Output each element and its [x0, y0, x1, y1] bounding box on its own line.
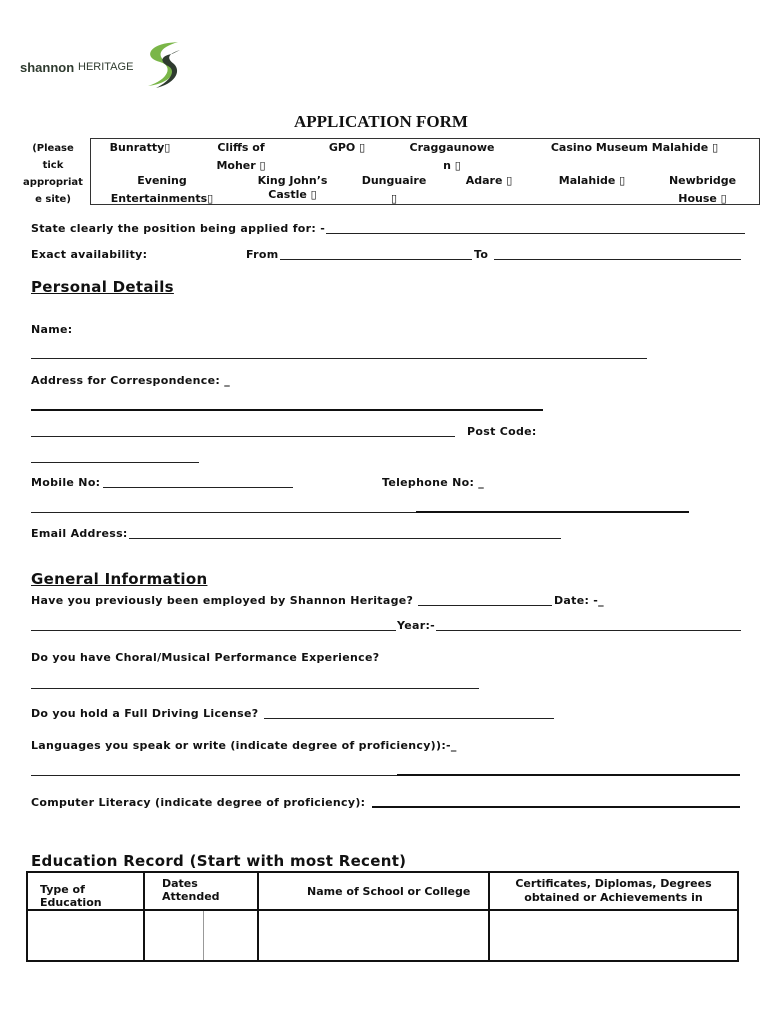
year-label: Year:-	[397, 619, 436, 632]
column-header-text: Type of Education	[40, 883, 102, 909]
education-table	[26, 871, 739, 962]
education-header-row	[27, 872, 738, 910]
driving-question: Do you hold a Full Driving License?	[31, 707, 259, 720]
site-hint-line: appropriat	[23, 177, 83, 188]
address-label: Address for Correspondence: _	[31, 374, 230, 387]
telephone-input-line-1[interactable]	[31, 512, 416, 513]
languages-question: Languages you speak or write (indicate degree of proficiency)):-_	[31, 739, 457, 752]
logo-brand-rest: HERITAGE	[78, 61, 134, 73]
logo-brand-bold: shannon	[20, 60, 75, 75]
site-option-adare[interactable]	[458, 172, 520, 190]
position-input-line[interactable]	[326, 233, 745, 234]
site-label: Moher ▯	[216, 159, 266, 172]
languages-input-line-2[interactable]	[397, 774, 740, 776]
site-label: Dunguaire	[361, 174, 427, 187]
column-header-text: Dates Attended	[162, 877, 220, 903]
logo-swoosh-icon	[138, 40, 183, 90]
year-input-line[interactable]	[436, 630, 741, 631]
address-input-line-1[interactable]	[31, 409, 543, 411]
email-label: Email Address:	[31, 527, 128, 540]
driving-input-line[interactable]	[264, 718, 554, 719]
education-record-heading: Education Record (Start with most Recent)	[31, 852, 407, 870]
dates-attended-cell[interactable]	[144, 910, 258, 961]
site-option-malahide[interactable]	[552, 172, 632, 190]
availability-from-line[interactable]	[280, 259, 472, 260]
mobile-label: Mobile No:	[31, 476, 101, 489]
site-option-gpo[interactable]	[322, 139, 372, 157]
name-input-line[interactable]	[31, 358, 647, 359]
certificates-cell[interactable]	[489, 910, 738, 961]
site-hint-line: (Please	[32, 143, 74, 154]
choral-question: Do you have Choral/Musical Performance Experience?	[31, 651, 380, 664]
shannon-heritage-logo	[20, 40, 190, 90]
site-option-cliffs-of-moher[interactable]	[208, 139, 274, 175]
postcode-label: Post Code:	[467, 425, 537, 438]
column-header-school	[258, 872, 489, 910]
site-option-craggaunowen[interactable]	[402, 139, 502, 175]
column-header-type-of-education	[27, 872, 144, 910]
column-header-certificates	[489, 872, 738, 910]
site-option-bunratty[interactable]	[104, 139, 176, 157]
general-information-heading: General Information	[31, 570, 208, 588]
languages-input-line-1[interactable]	[31, 775, 397, 776]
site-label: Bunratty▯	[109, 141, 171, 154]
site-hint	[18, 140, 88, 208]
site-hint-line: e site)	[35, 194, 71, 205]
telephone-input-line-2[interactable]	[416, 511, 689, 513]
site-option-casino-museum-malahide[interactable]	[542, 139, 727, 157]
availability-to-line[interactable]	[494, 259, 741, 260]
site-label: Casino Museum Malahide ▯	[550, 141, 719, 154]
site-label: GPO ▯	[328, 141, 366, 154]
employed-question: Have you previously been employed by Shannon Heritage?	[31, 594, 414, 607]
column-header-text: Certificates, Diplomas, Degrees obtained or Achievements in	[515, 877, 712, 904]
site-label: Newbridge	[668, 174, 737, 187]
site-label: n ▯	[443, 159, 461, 172]
address-input-line-2[interactable]	[31, 436, 455, 437]
choral-input-line[interactable]	[31, 688, 479, 689]
site-label: King John’s	[257, 174, 328, 187]
date-label: Date: -_	[554, 594, 604, 607]
site-label: Evening	[137, 174, 187, 187]
column-header-dates-attended	[144, 872, 258, 910]
type-of-education-cell[interactable]	[27, 910, 144, 961]
column-header-text: Name of School or College	[307, 884, 471, 898]
telephone-label: Telephone No: _	[382, 476, 485, 489]
school-name-cell[interactable]	[258, 910, 489, 961]
site-label: Craggaunowe	[409, 141, 495, 154]
mobile-input-line[interactable]	[103, 487, 293, 488]
availability-to-label: To	[474, 248, 489, 261]
site-label: ▯	[390, 192, 398, 205]
personal-details-heading: Personal Details	[31, 278, 174, 296]
email-input-line[interactable]	[129, 538, 561, 539]
computer-literacy-input-line[interactable]	[372, 806, 740, 808]
employed-input-line[interactable]	[418, 605, 552, 606]
site-option-king-johns-castle[interactable]	[250, 172, 335, 204]
site-label: Adare ▯	[465, 174, 513, 187]
position-label: State clearly the position being applied for: -	[31, 222, 326, 235]
dates-divider	[203, 911, 204, 960]
availability-from-label: From	[246, 248, 279, 261]
availability-label: Exact availability:	[31, 248, 148, 261]
site-label: Entertainments▯	[110, 192, 214, 205]
site-label: Malahide ▯	[558, 174, 626, 187]
site-option-newbridge-house[interactable]	[660, 172, 745, 208]
name-label: Name:	[31, 323, 73, 336]
site-label: Cliffs of	[217, 141, 265, 154]
postcode-input-line[interactable]	[31, 462, 199, 463]
form-title: APPLICATION FORM	[294, 112, 468, 131]
employed-details-line[interactable]	[31, 630, 396, 631]
site-option-evening-entertainments[interactable]	[104, 172, 220, 208]
computer-literacy-question: Computer Literacy (indicate degree of proficiency):	[31, 796, 366, 809]
site-option-dunguaire[interactable]	[355, 172, 433, 208]
site-label: Castle ▯	[268, 188, 317, 201]
site-label: House ▯	[678, 192, 727, 205]
education-entry-row	[27, 910, 738, 961]
site-hint-line: tick	[42, 160, 64, 171]
